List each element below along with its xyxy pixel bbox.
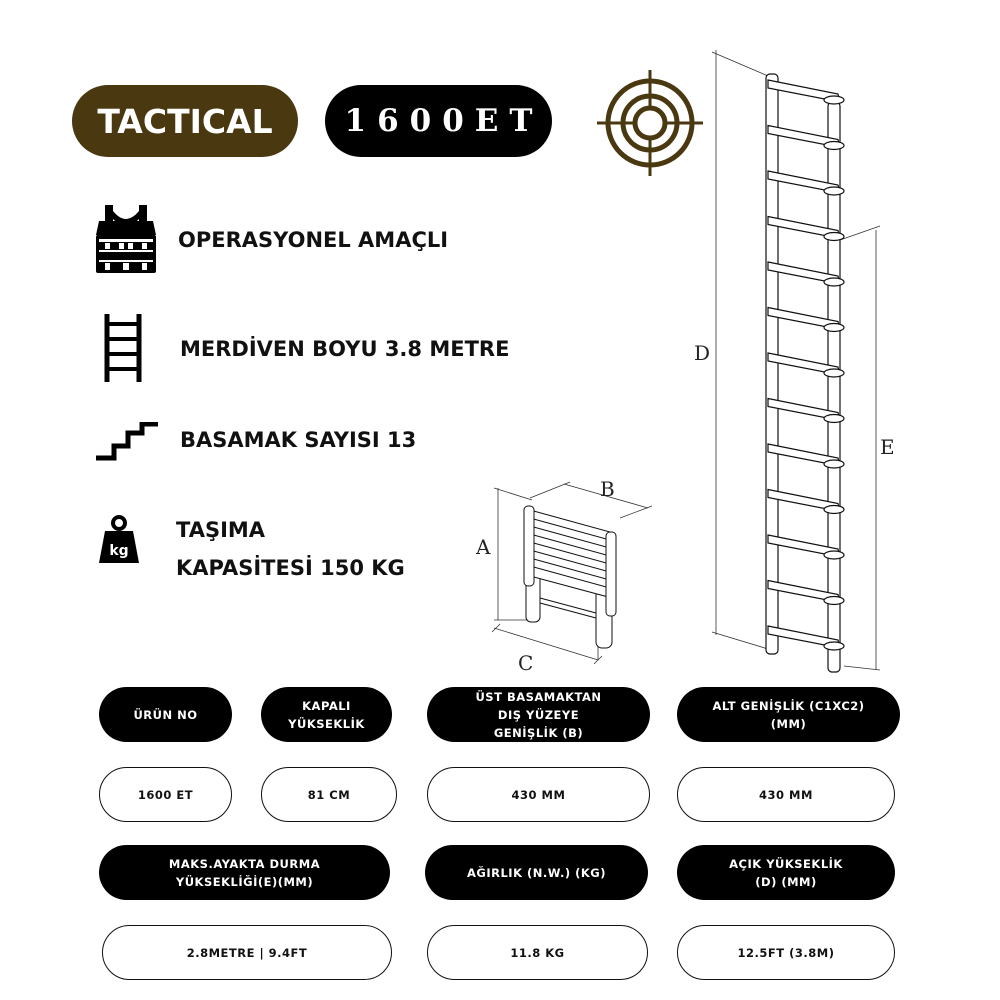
- feature-ladder-length: MERDİVEN BOYU 3.8 METRE: [180, 337, 510, 361]
- model-tag: [325, 85, 552, 157]
- label-c: C: [518, 651, 534, 675]
- feature-capacity-line2: KAPASİTESİ 150 KG: [176, 556, 405, 580]
- rung-collar: [824, 597, 844, 605]
- rung-collar: [824, 369, 844, 377]
- label-b: B: [600, 477, 615, 501]
- category-tag: [72, 85, 298, 157]
- rung-collar: [824, 415, 844, 423]
- rung-collar: [824, 96, 844, 104]
- rung-collar: [824, 187, 844, 195]
- ladder-icon: [100, 312, 146, 384]
- rung-collar: [824, 142, 844, 150]
- label-a: A: [476, 535, 491, 559]
- collapsed-ladder-diagram: [460, 470, 660, 680]
- kg-badge: kg: [109, 543, 129, 559]
- rung-collar: [824, 460, 844, 468]
- rung-collar: [824, 278, 844, 286]
- rung-collar: [824, 642, 844, 650]
- rung-collar: [824, 551, 844, 559]
- spec-value-bottom-width: 430 MM: [677, 767, 895, 822]
- extended-ladder-diagram: [680, 40, 910, 690]
- feature-purpose: OPERASYONEL AMAÇLI: [178, 228, 449, 252]
- spec-value-width-b: 430 MM: [427, 767, 650, 822]
- spec-value-max-standing-height: 2.8METRE | 9.4FT: [102, 925, 392, 980]
- label-d: D: [694, 341, 711, 365]
- spec-header-bottom-width: ALT GENİŞLİK (C1XC2) (MM): [677, 687, 900, 742]
- tactical-vest-icon: [93, 205, 159, 275]
- rung-collar: [824, 324, 844, 332]
- spec-value-product-no: 1600 ET: [99, 767, 232, 822]
- spec-header-closed-height: KAPALI YÜKSEKLİK: [261, 687, 392, 742]
- spec-header-open-height: AÇIK YÜKSEKLİK (D) (MM): [677, 845, 895, 900]
- feature-capacity-line1: TAŞIMA: [176, 518, 266, 542]
- rung-collar: [824, 233, 844, 241]
- label-e: E: [880, 435, 895, 459]
- spec-value-open-height: 12.5FT (3.8M): [677, 925, 895, 980]
- spec-header-max-standing-height: MAKS.AYAKTA DURMA YÜKSEKLİĞİ(E)(MM): [99, 845, 390, 900]
- rung-collar: [824, 506, 844, 514]
- spec-value-weight: 11.8 KG: [427, 925, 648, 980]
- spec-header-product-no: ÜRÜN NO: [99, 687, 232, 742]
- spec-header-weight: AĞIRLIK (N.W.) (KG): [425, 845, 648, 900]
- spec-header-width-b: ÜST BASAMAKTAN DIŞ YÜZEYE GENİŞLİK (B): [427, 687, 650, 742]
- model-tag-label: 1600ET: [344, 103, 544, 139]
- spec-value-closed-height: 81 CM: [261, 767, 397, 822]
- stairs-icon: [96, 422, 158, 462]
- category-tag-label: TACTICAL: [97, 101, 273, 141]
- feature-step-count: BASAMAK SAYISI 13: [180, 428, 417, 452]
- kg-weight-icon: [98, 515, 140, 565]
